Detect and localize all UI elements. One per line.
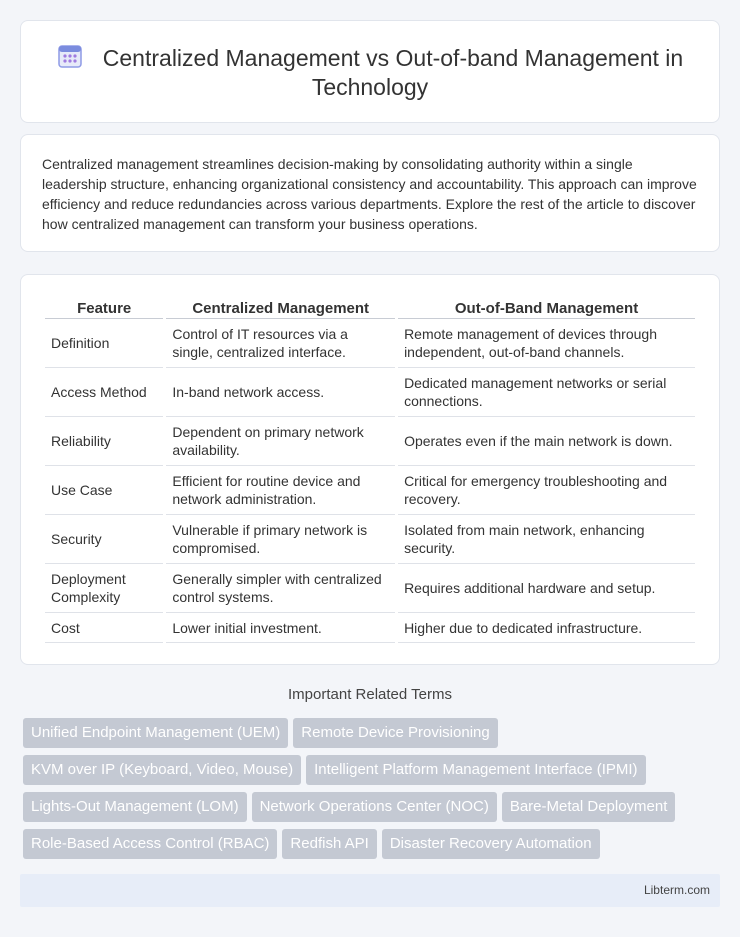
related-term-tag[interactable]: Intelligent Platform Management Interface (IPMI) <box>306 755 645 785</box>
feature-cell: Access Method <box>45 368 163 417</box>
tag-row <box>23 829 723 866</box>
out-of-band-cell: Critical for emergency troubleshooting and recovery. <box>398 466 695 515</box>
header-card <box>20 20 720 123</box>
table-header-row <box>45 295 695 319</box>
centralized-cell: Efficient for routine device and network administration. <box>166 466 395 515</box>
out-of-band-cell: Isolated from main network, enhancing security. <box>398 515 695 564</box>
page-title-wrap <box>21 43 719 102</box>
feature-cell: Deployment Complexity <box>45 564 163 613</box>
related-term-tag[interactable]: Remote Device Provisioning <box>293 718 497 748</box>
tag-row <box>23 718 723 755</box>
comparison-table-card <box>20 274 720 665</box>
related-term-tag[interactable]: Unified Endpoint Management (UEM) <box>23 718 288 748</box>
footer-site-link[interactable]: Libterm.com <box>643 883 710 897</box>
table-row <box>45 564 695 613</box>
centralized-cell: Generally simpler with centralized control systems. <box>166 564 395 613</box>
related-term-tag[interactable]: Bare-Metal Deployment <box>502 792 676 822</box>
out-of-band-cell: Dedicated management networks or serial connections. <box>398 368 695 417</box>
header-out-of-band: Out-of-Band Management <box>398 295 695 319</box>
feature-cell: Definition <box>45 319 163 368</box>
out-of-band-cell: Remote management of devices through independent, out-of-band channels. <box>398 319 695 368</box>
calendar-grid-icon <box>57 43 83 69</box>
header-centralized: Centralized Management <box>166 295 395 319</box>
tag-row <box>23 792 723 829</box>
table-row <box>45 417 695 466</box>
comparison-table <box>42 295 698 643</box>
related-term-tag[interactable]: Disaster Recovery Automation <box>382 829 600 859</box>
footer-bar <box>20 874 720 907</box>
related-term-tag[interactable]: KVM over IP (Keyboard, Video, Mouse) <box>23 755 301 785</box>
table-row <box>45 319 695 368</box>
centralized-cell: Vulnerable if primary network is compromised. <box>166 515 395 564</box>
out-of-band-cell: Higher due to dedicated infrastructure. <box>398 613 695 643</box>
page-title: Centralized Management vs Out-of-band Management in Technology <box>102 45 684 100</box>
intro-paragraph: Centralized management streamlines decision-making by consolidating authority within a single leadership structure, enhancing organizational consistency and accountability. This approach can improve efficiency and reduce redundancies across various departments. Explore the rest of the article to discover how centralized management can transform your business operations. <box>42 156 697 232</box>
out-of-band-cell: Operates even if the main network is down. <box>398 417 695 466</box>
feature-cell: Use Case <box>45 466 163 515</box>
related-term-tag[interactable]: Role-Based Access Control (RBAC) <box>23 829 277 859</box>
related-term-tag[interactable]: Lights-Out Management (LOM) <box>23 792 247 822</box>
related-terms-list <box>23 718 723 866</box>
centralized-cell: Lower initial investment. <box>166 613 395 643</box>
out-of-band-cell: Requires additional hardware and setup. <box>398 564 695 613</box>
intro-card <box>20 134 720 252</box>
centralized-cell: Dependent on primary network availability. <box>166 417 395 466</box>
feature-cell: Reliability <box>45 417 163 466</box>
centralized-cell: In-band network access. <box>166 368 395 417</box>
header-feature: Feature <box>45 295 163 319</box>
table-row <box>45 466 695 515</box>
table-row <box>45 613 695 643</box>
centralized-cell: Control of IT resources via a single, centralized interface. <box>166 319 395 368</box>
tag-row <box>23 755 723 792</box>
feature-cell: Cost <box>45 613 163 643</box>
table-row <box>45 515 695 564</box>
table-row <box>45 368 695 417</box>
feature-cell: Security <box>45 515 163 564</box>
related-terms-heading: Important Related Terms <box>288 686 452 703</box>
related-term-tag[interactable]: Network Operations Center (NOC) <box>252 792 497 822</box>
related-term-tag[interactable]: Redfish API <box>282 829 376 859</box>
